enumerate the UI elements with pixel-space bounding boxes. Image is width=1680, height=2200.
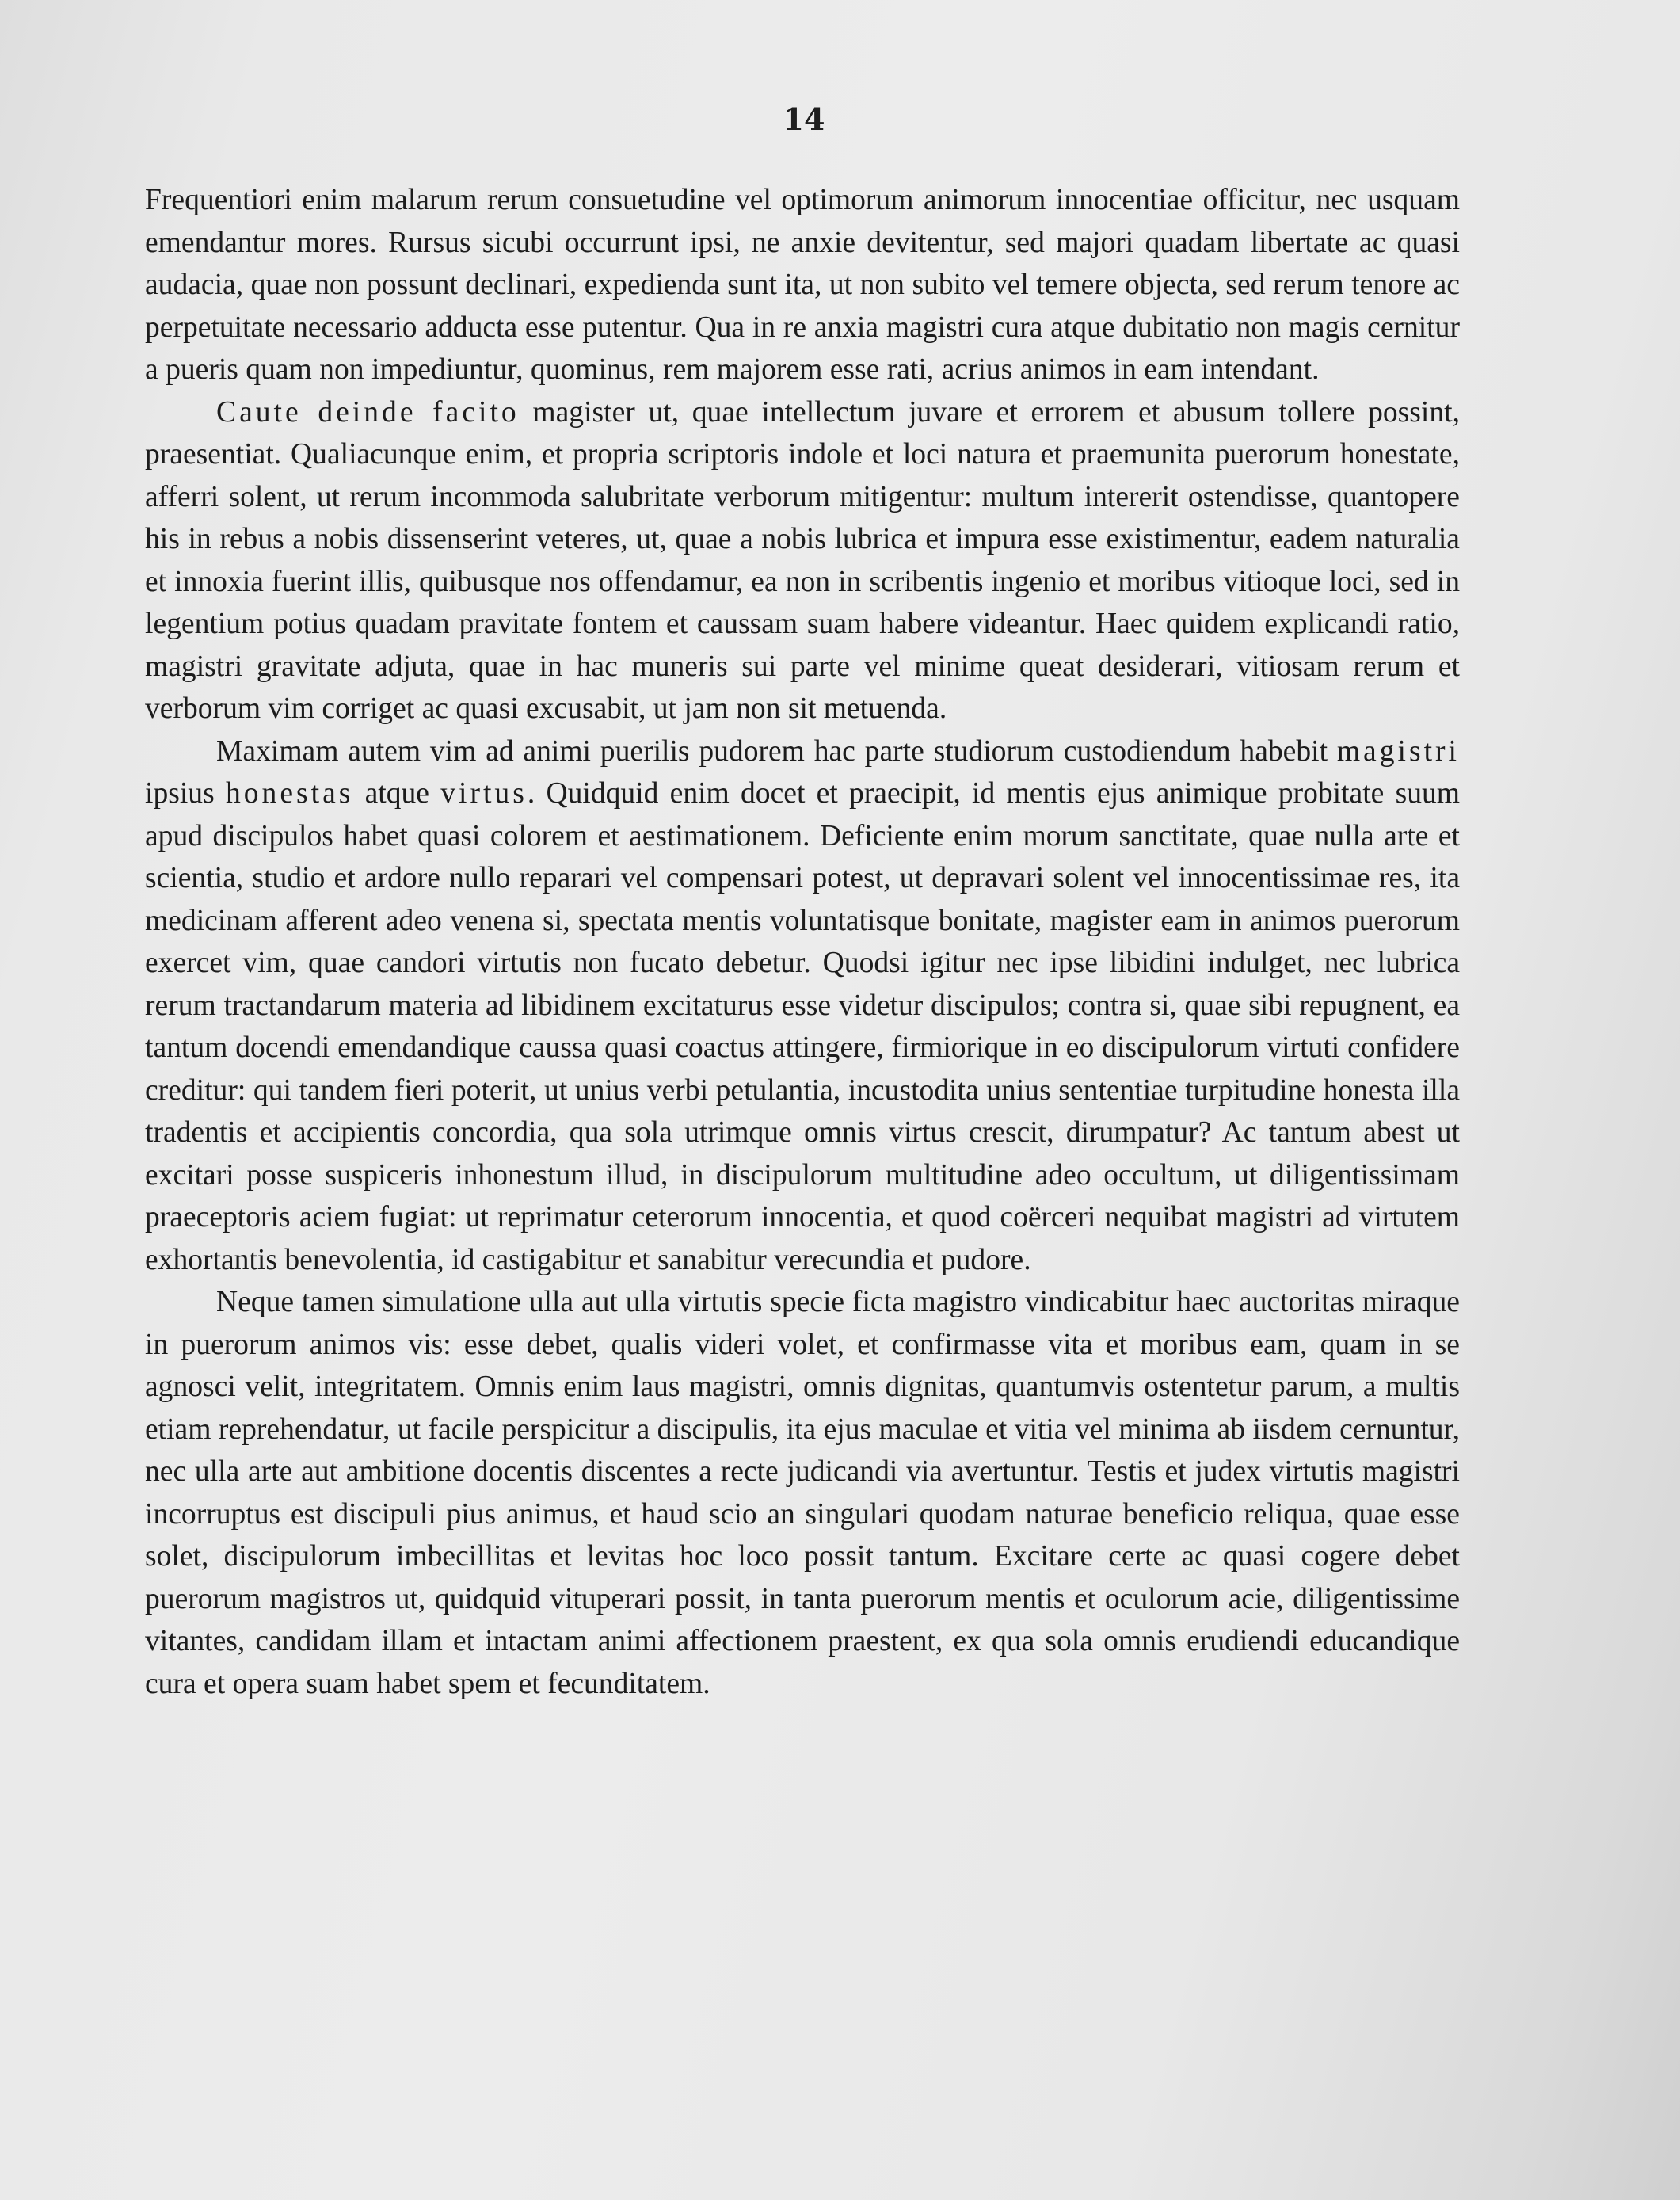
text-run: Maximam autem vim ad animi puerilis pudorem hac parte studiorum custodiendum habebit <box>216 734 1337 768</box>
text-run: magister ut, quae intellectum juvare et errorem et abusum tollere possint, praesentiat. Qualiacunque enim, et propria scriptoris indole et loci natura et praemunita puerorum honestate, afferri solent, ut rerum incommoda salubritate verborum mitigentur: multum intererit ostendisse, quantopere his in rebus a nobis dissenserint veteres, ut, quae a nobis lubrica et impura esse existimentur, eadem naturalia et innoxia fuerint illis, quibusque nos offendamur, ea non in scribentis ingenio et moribus vitioque loci, sed in legentium potius quadam pravitate fontem et caussam suam habere videantur. Haec quidem explicandi ratio, magistri gravitate adjuta, quae in hac muneris sui parte vel minime queat desiderari, vitiosam rerum et verborum vim corriget ac quasi excusabit, ut jam non sit metuenda. <box>145 395 1460 725</box>
spaced-emphasis: honestas <box>225 777 354 810</box>
page-number: 14 <box>783 101 825 137</box>
text-run: Neque tamen simulatione ulla aut ulla virtutis specie ficta magistro vindicabitur haec auctoritas miraque in puerorum animos vis: esse debet, qualis videri volet, et confirmasse vita et moribus eam, quam in se agnosci velit, integritatem. Omnis enim laus magistri, omnis dignitas, quantumvis ostentetur parum, a multis etiam reprehendatur, ut facile perspicitur a discipulis, ita ejus maculae et vitia vel minima ab iisdem cernuntur, nec ulla arte aut ambitione docentis discentes a recte judicandi via avertuntur. Testis et judex virtutis magistri incorruptus est discipuli pius animus, et haud scio an singulari quodam naturae beneficio reliqua, quae esse solet, discipulorum imbecillitas et levitas hoc loco possit tantum. Excitare certe ac quasi cogere debet puerorum magistros ut, quidquid vituperari possit, in tanta puerorum mentis et oculorum acie, diligentissime vitantes, candidam illam et intactam animi affectionem praestent, ex qua sola omnis erudiendi educandique cura et opera suam habet spem et fecunditatem. <box>145 1286 1460 1700</box>
text-run: atque <box>353 777 441 810</box>
paragraph-1 <box>145 179 1460 391</box>
spaced-emphasis: Caute deinde facito <box>216 395 520 429</box>
paragraph-2 <box>145 391 1460 730</box>
text-run: . Quidquid enim docet et praecipit, id mentis ejus animique probitate suum apud discipulos habet quasi colorem et aestimationem. Deficiente enim morum sanctitate, quae nulla arte et scientia, studio et ardore nullo reparari vel compensari potest, ut depravari solent vel innocentissimae res, ita medicinam afferent adeo venena si, spectata mentis voluntatisque bonitate, magister eam in animos puerorum exercet vim, quae candori virtutis non fucato debetur. Quodsi igitur nec ipse libidini indulget, nec lubrica rerum tractandarum materia ad libidinem excitaturus esse videtur discipulos; contra si, quae sibi repugnent, ea tantum docendi emendandique caussa quasi coactus attingere, firmiorique in eo discipulorum virtuti confidere creditur: qui tandem fieri poterit, ut unius verbi petulantia, incustodita unius sententiae turpitudine honesta illa tradentis et accipientis concordia, qua sola utrimque omnis virtus crescit, dirumpatur? Ac tantum abest ut excitari posse suspiceris inhonestum illud, in discipulorum multitudine adeo occultum, ut diligentissimam praeceptoris aciem fugiat: ut reprimatur ceterorum innocentia, et quod coërceri nequibat magistri ad virtutem exhortantis benevolentia, id castigabitur et sanabitur verecundia et pudore. <box>145 777 1461 1276</box>
text-run: ipsius <box>145 777 226 810</box>
spaced-emphasis: virtus <box>440 777 528 810</box>
paragraph-4 <box>145 1281 1460 1705</box>
spaced-emphasis: magistri <box>1336 734 1460 768</box>
text-run: Frequentiori enim malarum rerum consuetudine vel optimorum animorum innocentiae officitur, nec usquam emendantur mores. Rursus sicubi occurrunt ipsi, ne anxie devitentur, sed majori quadam libertate ac quasi audacia, quae non possunt declinari, expedienda sunt ita, ut non subito vel temere objecta, sed rerum tenore ac perpetuitate necessario adducta esse putentur. Qua in re anxia magistri cura atque dubitatio non magis cernitur a pueris quam non impediuntur, quominus, rem majorem esse rati, acrius animos in eam intendant. <box>145 184 1460 386</box>
body-text <box>145 179 1460 1705</box>
paragraph-3 <box>145 730 1460 1282</box>
